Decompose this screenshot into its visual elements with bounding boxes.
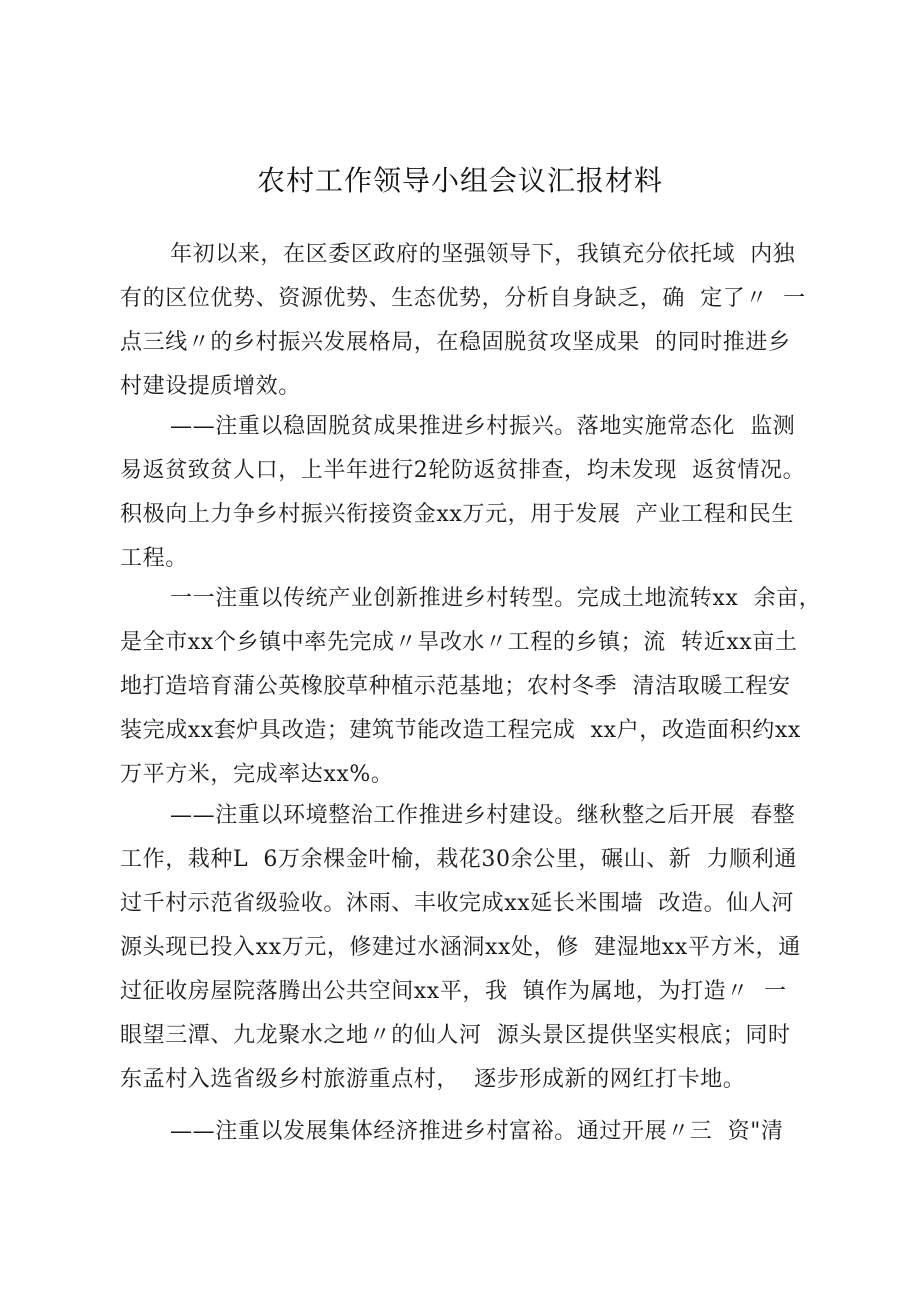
paragraph-poverty (120, 405, 810, 581)
paragraph-industry (120, 577, 822, 797)
text-line: ——注重以环境整治工作推进乡村建设。继秋整之后开展 春整 (170, 803, 796, 828)
text-line: 年初以来，在区委区政府的坚强领导下，我镇充分依托域 内独 (170, 242, 796, 267)
text-line: 积极向上力争乡村振兴衔接资金xx万元，用于发展 产业工程和民生 (120, 502, 795, 527)
text-line: 源头现已投入xx万元，修建过水涵洞xx处，修 建湿地xx平方米，通 (120, 935, 801, 960)
document-title: 农村工作领导小组会议汇报材料 (256, 164, 663, 197)
paragraph-environment (120, 794, 810, 1102)
text-line: 万平方米，完成率达xx%。 (120, 762, 394, 787)
text-line: 工程。 (120, 546, 188, 571)
text-line: 地打造培育蒲公英橡胶草种植示范基地；农村冬季 清洁取暖工程安 (120, 674, 791, 699)
text-line: 一一注重以传统产业创新推进乡村转型。完成土地流转xx 余亩， (170, 586, 822, 611)
text-line: 点三线〃的乡村振兴发展格局，在稳固脱贫攻坚成果 的同时推进乡 (120, 330, 791, 355)
text-line: 东孟村入选省级乡村旅游重点村， 逐步形成新的网红打卡地。 (120, 1067, 746, 1092)
text-line: 装完成xx套炉具改造；建筑节能改造工程完成 xx户，改造面积约xx (120, 718, 801, 743)
paragraph-intro (120, 233, 810, 409)
text-line: 过千村示范省级验收。沐雨、丰收完成xx延长米围墙 改造。仙人河 (120, 891, 795, 916)
text-line: ——注重以发展集体经济推进乡村富裕。通过开展〃三 资"清 (170, 1119, 784, 1144)
text-line: 工作，栽种L 6万余棵金叶榆，栽花30余公里，碾山、新 力顺利通 (120, 847, 797, 872)
text-line: ——注重以稳固脱贫成果推进乡村振兴。落地实施常态化 监测 (170, 414, 796, 439)
text-line: 村建设提质增效。 (120, 374, 301, 399)
text-line: 有的区位优势、资源优势、生态优势，分析自身缺乏，确 定了〃 一 (120, 286, 806, 311)
text-line: 是全市xx个乡镇中率先完成〃旱改水〃工程的乡镇；流 转近xx亩土 (120, 630, 798, 655)
text-line: 易返贫致贫人口，上半年进行2轮防返贫排查，均未发现 返贫情况。 (120, 458, 806, 483)
paragraph-collective-economy (120, 1110, 810, 1154)
text-line: 过征收房屋院落腾出公共空间xx平，我 镇作为属地，为打造〃 一 (120, 979, 787, 1004)
text-line: 眼望三潭、九龙聚水之地〃的仙人河 源头景区提供坚实根底；同时 (120, 1023, 791, 1048)
